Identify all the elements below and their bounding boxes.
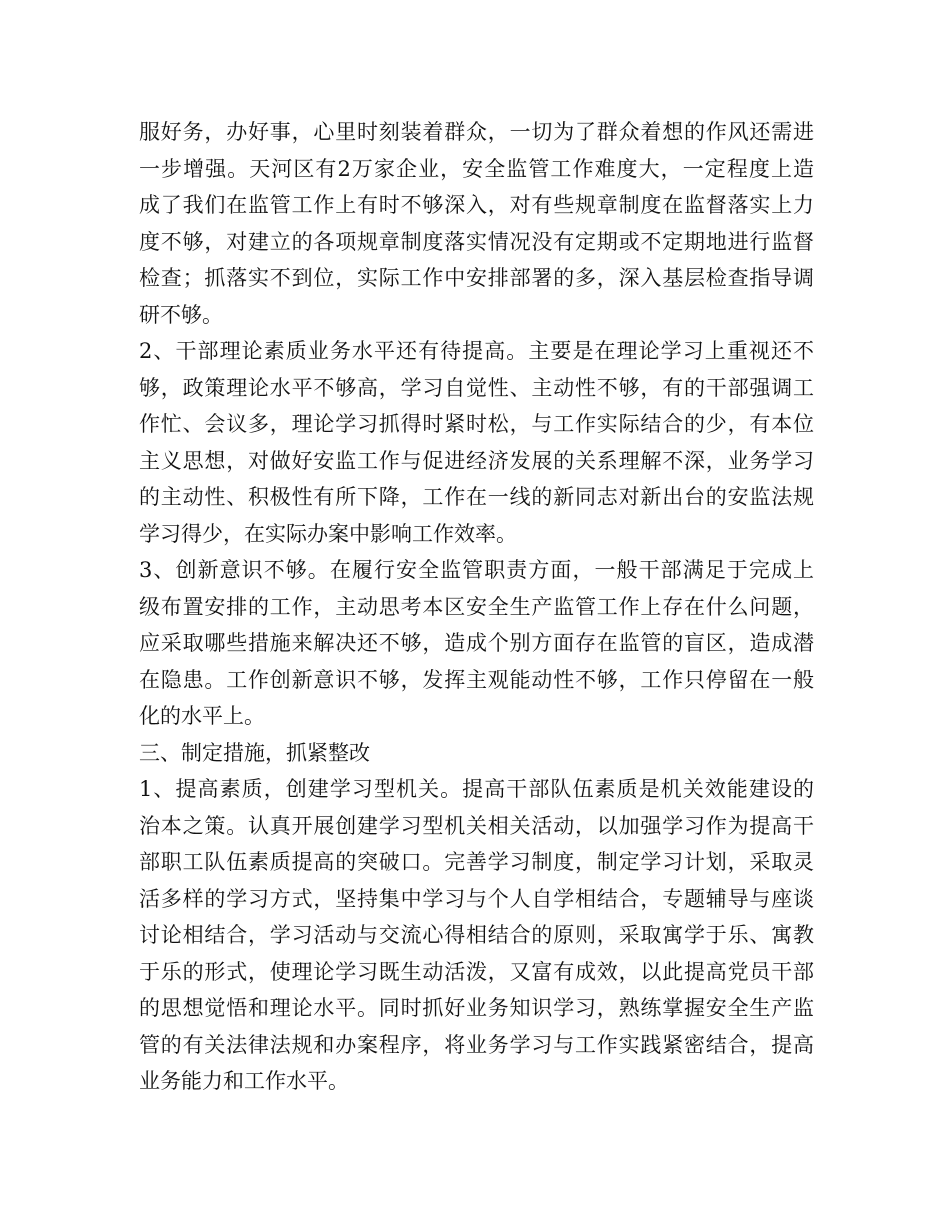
text-line: 度不够，对建立的各项规章制度落实情况没有定期或不定期地进行监督 [139, 229, 814, 254]
text-line: 3、创新意识不够。在履行安全监管职责方面，一般干部满足于完成上 [139, 558, 814, 582]
text-line: 在隐患。工作创新意识不够，发挥主观能动性不够，工作只停留在一般 [139, 667, 814, 692]
text-line: 管的有关法律法规和办案程序，将业务学习与工作实践紧密结合，提高 [139, 1032, 814, 1057]
text-line: 的思想觉悟和理论水平。同时抓好业务知识学习，熟练掌握安全生产监 [139, 996, 814, 1020]
text-line: 检查；抓落实不到位，实际工作中安排部署的多，深入基层检查指导调 [139, 266, 814, 290]
text-line: 主义思想，对做好安监工作与促进经济发展的关系理解不深，业务学习 [139, 448, 814, 473]
text-line: 一步增强。天河区有2万家企业，安全监管工作难度大，一定程度上造 [139, 156, 814, 181]
text-line: 学习得少，在实际办案中影响工作效率。 [139, 521, 517, 546]
text-line: 服好务，办好事，心里时刻装着群众，一切为了群众着想的作风还需进 [139, 120, 814, 144]
text-line: 讨论相结合，学习活动与交流心得相结合的原则，采取寓学于乐、寓教 [139, 923, 814, 947]
text-line: 成了我们在监管工作上有时不够深入，对有些规章制度在监督落实上力 [139, 193, 814, 217]
text-line: 作忙、会议多，理论学习抓得时紧时松，与工作实际结合的少，有本位 [139, 412, 814, 436]
section-heading: 三、制定措施，抓紧整改 [139, 740, 370, 765]
text-line: 于乐的形式，使理论学习既生动活泼，又富有成效，以此提高党员干部 [139, 959, 814, 984]
text-line: 活多样的学习方式，坚持集中学习与个人自学相结合，专题辅导与座谈 [139, 886, 814, 911]
text-line: 2、干部理论素质业务水平还有待提高。主要是在理论学习上重视还不 [139, 339, 814, 363]
text-line: 应采取哪些措施来解决还不够，造成个别方面存在监管的盲区，造成潜 [139, 631, 814, 655]
text-line: 业务能力和工作水平。 [139, 1069, 349, 1093]
text-line: 的主动性、积极性有所下降，工作在一线的新同志对新出台的安监法规 [139, 485, 814, 509]
text-line: 够，政策理论水平不够高，学习自觉性、主动性不够，有的干部强调工 [139, 375, 814, 400]
text-line: 级布置安排的工作，主动思考本区安全生产监管工作上存在什么问题， [139, 594, 814, 619]
text-line: 治本之策。认真开展创建学习型机关相关活动，以加强学习作为提高干 [139, 813, 814, 838]
text-line: 化的水平上。 [139, 704, 265, 728]
document-body [139, 114, 814, 1100]
text-line: 研不够。 [139, 302, 223, 327]
text-line: 部职工队伍素质提高的突破口。完善学习制度，制定学习计划，采取灵 [139, 850, 814, 874]
text-line: 1、提高素质，创建学习型机关。提高干部队伍素质是机关效能建设的 [139, 777, 814, 801]
